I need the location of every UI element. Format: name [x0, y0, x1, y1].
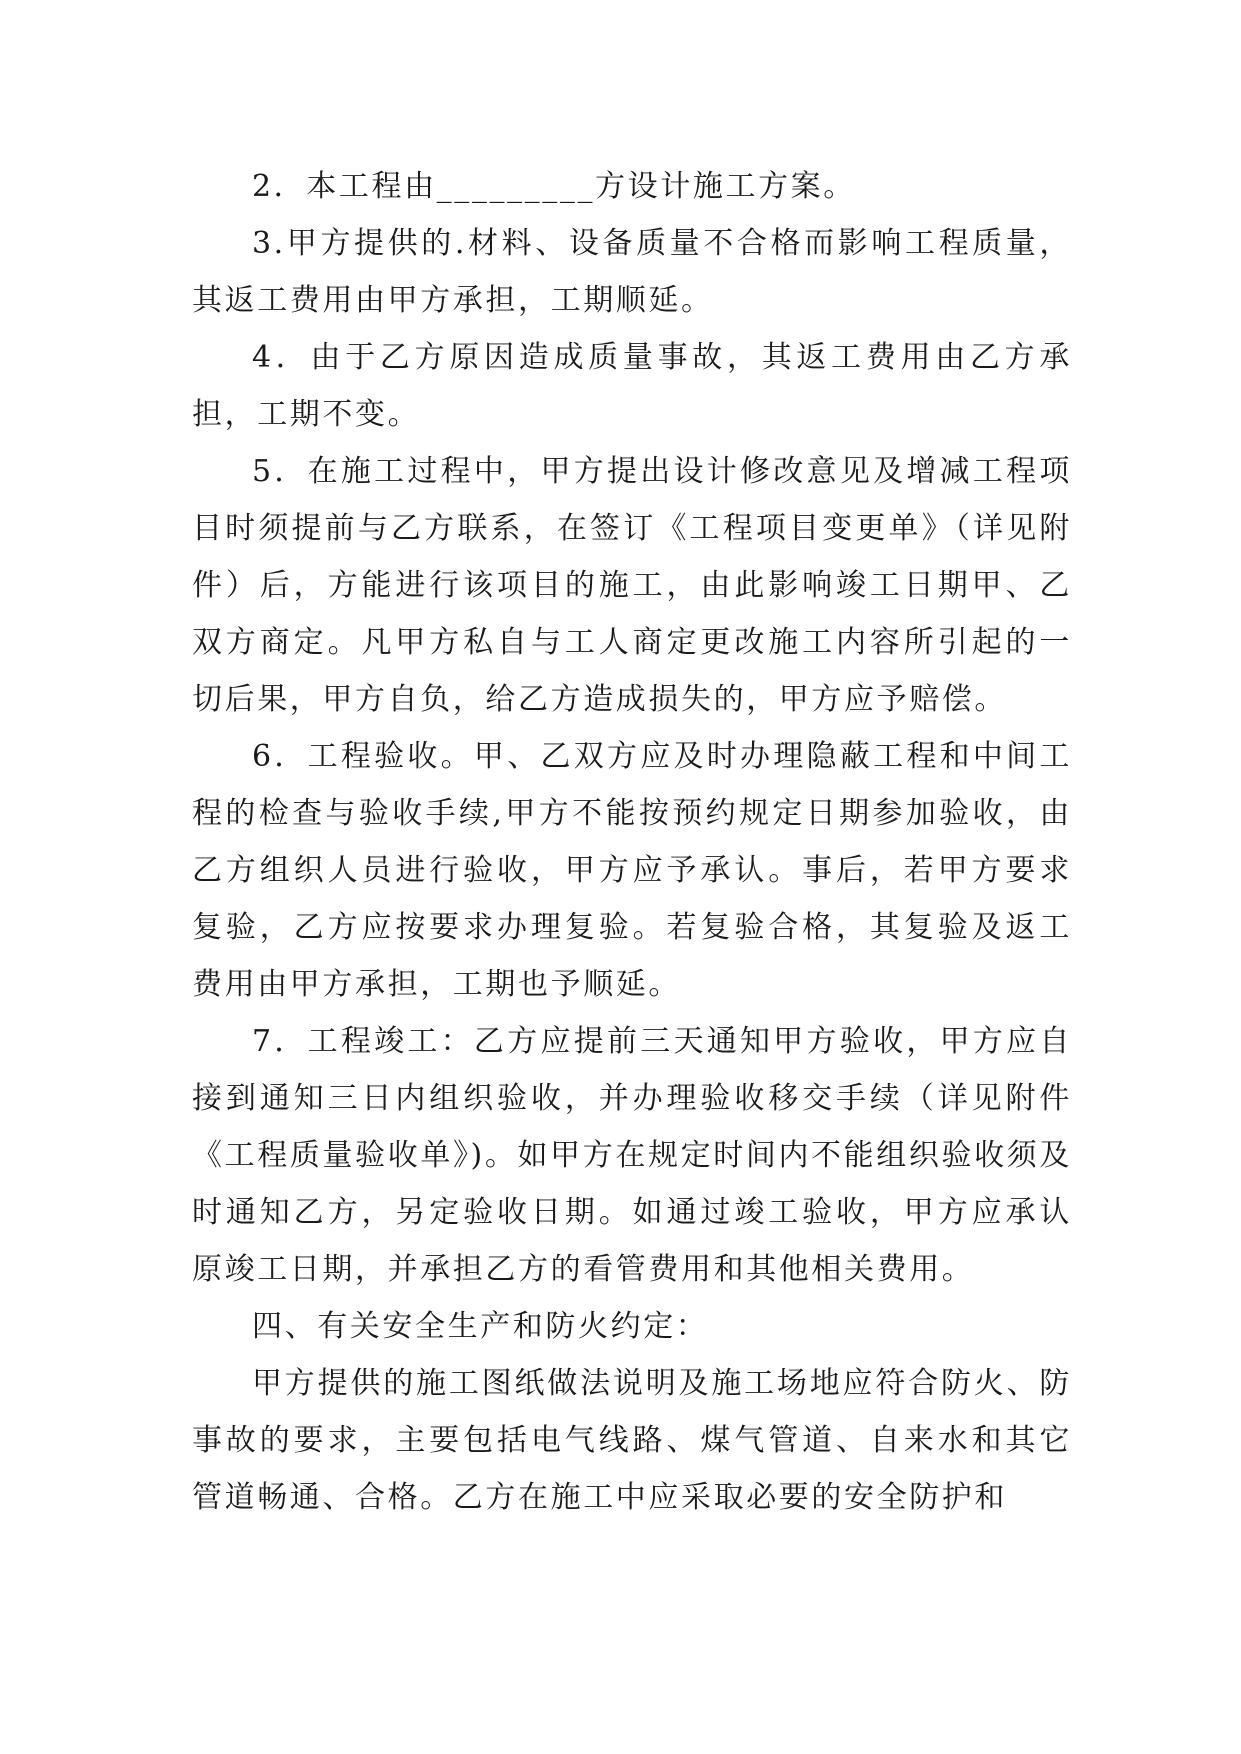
- paragraph-item-6: 6．工程验收。甲、乙双方应及时办理隐蔽工程和中间工程的检查与验收手续,甲方不能按预约规定日期参加验收，由乙方组织人员进行验收，甲方应予承认。事后，若甲方要求复验，乙方应按要求办理复验。若复验合格，其复验及返工费用由甲方承担，工期也予顺延。: [192, 739, 1072, 1002]
- section-heading-safety: 四、有关安全生产和防火约定：: [252, 1309, 709, 1344]
- paragraph-item-2: 2．本工程由_________方设计施工方案。: [252, 169, 856, 204]
- paragraph-item-5: 5．在施工过程中，甲方提出设计修改意见及增减工程项目时须提前与乙方联系，在签订《工程项目变更单》（详见附件）后，方能进行该项目的施工，由此影响竣工日期甲、乙双方商定。凡甲方私自与工人商定更改施工内容所引起的一切后果，甲方自负，给乙方造成损失的，甲方应予赔偿。: [192, 454, 1072, 717]
- paragraph-item-3: 3.甲方提供的.材料、设备质量不合格而影响工程质量，其返工费用由甲方承担，工期顺延。: [192, 226, 1072, 318]
- paragraph-item-4: 4．由于乙方原因造成质量事故，其返工费用由乙方承担，工期不变。: [192, 340, 1072, 432]
- paragraph-item-7: 7．工程竣工：乙方应提前三天通知甲方验收，甲方应自接到通知三日内组织验收，并办理验收移交手续（详见附件《工程质量验收单》)。如甲方在规定时间内不能组织验收须及时通知乙方，另定验收日期。如通过竣工验收，甲方应承认原竣工日期，并承担乙方的看管费用和其他相关费用。: [192, 1024, 1072, 1287]
- document-body: [192, 158, 1072, 1526]
- paragraph-safety-body: 甲方提供的施工图纸做法说明及施工场地应符合防火、防事故的要求，主要包括电气线路、煤气管道、自来水和其它管道畅通、合格。乙方在施工中应采取必要的安全防护和: [192, 1366, 1072, 1515]
